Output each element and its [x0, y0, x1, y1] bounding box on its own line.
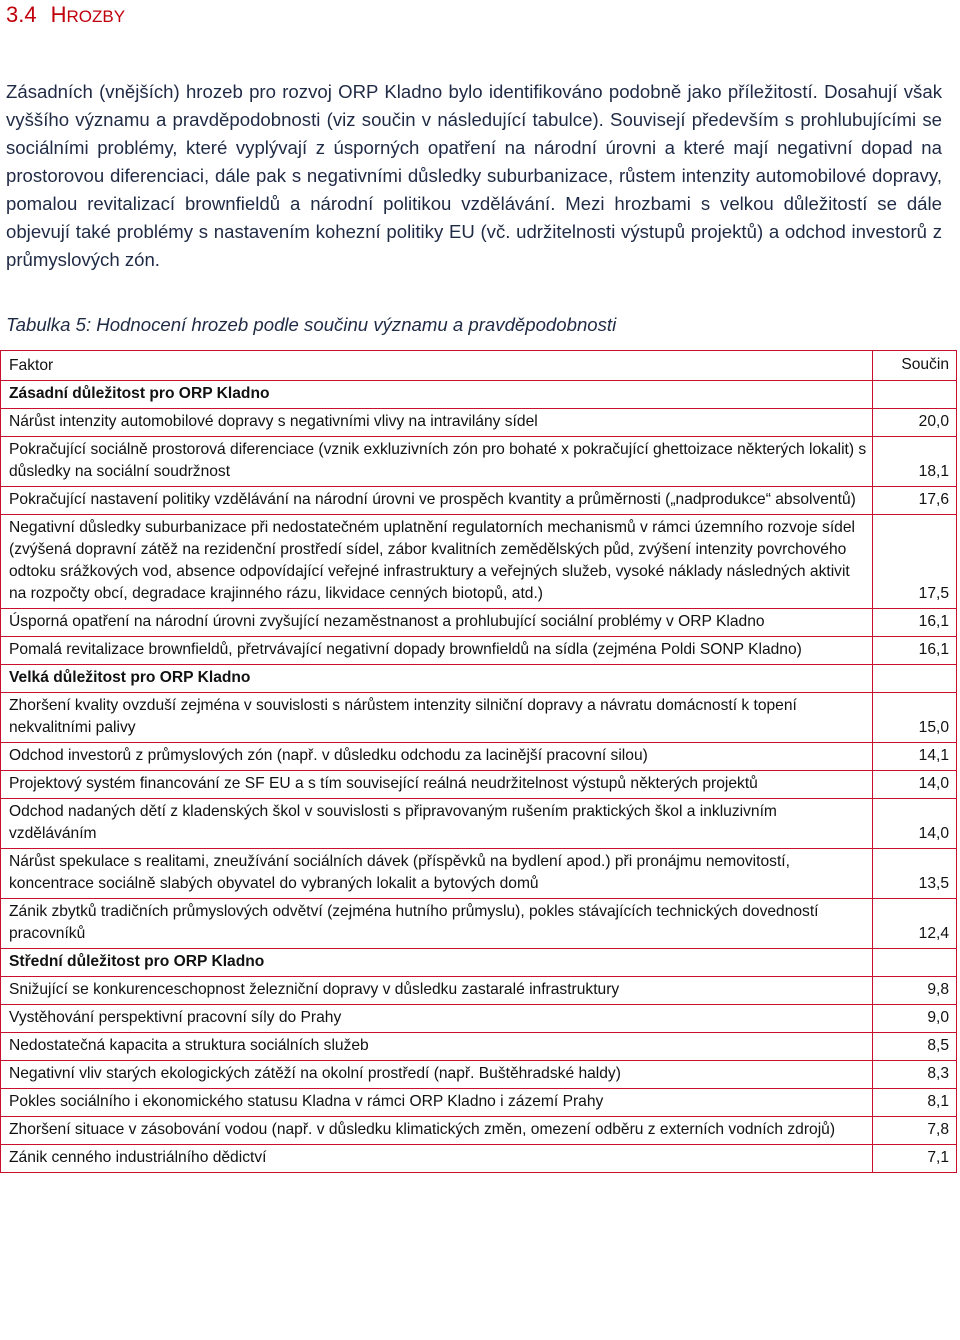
threat-product: 13,5: [873, 849, 957, 899]
section-value-empty: [873, 381, 957, 409]
threat-factor: Pokračující nastavení politiky vzdělávání na národní úrovni ve prospěch kvantity a průměrnosti („nadprodukce“ absolventů): [1, 487, 873, 515]
threat-factor: Pokles sociálního i ekonomického statusu Kladna v rámci ORP Kladno i zázemí Prahy: [1, 1089, 873, 1117]
section-row: [1, 665, 957, 693]
threat-product: 14,0: [873, 799, 957, 849]
table-row: [1, 609, 957, 637]
threat-product: 17,5: [873, 515, 957, 609]
header-product: Součin: [873, 351, 957, 381]
threat-factor: Nárůst spekulace s realitami, zneužívání sociálních dávek (příspěvků na bydlení apod.) při pronájmu nemovitostí, koncentrace sociálně slabých obyvatel do vybraných lokalit a bytových domů: [1, 849, 873, 899]
intro-paragraph: Zásadních (vnějších) hrozeb pro rozvoj ORP Kladno bylo identifikováno podobně jako příležitostí. Dosahují však vyššího významu a pravděpodobnosti (viz součin v následující tabulce). Souvisejí především s prohlubujícími se sociálními problémy, které vyplývají z úsporných opatření na národní úrovni a které mají negativní dopad na prostorovou diferenciaci, dále pak s negativními důsledky suburbanizace, růstem intenzity automobilové dopravy, pomalou revitalizací brownfieldů a národní politikou vzdělávání. Mezi hrozbami s velkou důležitostí se dále objevují také problémy s nastavením kohezní politiky EU (vč. udržitelnosti výstupů projektů) a odchod investorů z průmyslových zón.: [6, 81, 942, 270]
section-heading: [6, 0, 125, 32]
threat-factor: Zánik cenného industriálního dědictví: [1, 1145, 873, 1173]
section-number: 3.4: [6, 2, 37, 27]
section-value-empty: [873, 665, 957, 693]
section-row: [1, 949, 957, 977]
threat-product: 8,5: [873, 1033, 957, 1061]
table-row: [1, 1005, 957, 1033]
section-title: Střední důležitost pro ORP Kladno: [1, 949, 873, 977]
table-row: [1, 693, 957, 743]
threat-product: 14,1: [873, 743, 957, 771]
threat-factor: Zhoršení kvality ovzduší zejména v souvislosti s nárůstem intenzity silniční dopravy a návratu domácností k topení nekvalitními palivy: [1, 693, 873, 743]
threat-factor: Nedostatečná kapacita a struktura sociálních služeb: [1, 1033, 873, 1061]
threat-factor: Snižující se konkurenceschopnost železniční dopravy v důsledku zastaralé infrastruktury: [1, 977, 873, 1005]
table-row: [1, 637, 957, 665]
table-row: [1, 487, 957, 515]
table-row: [1, 899, 957, 949]
table-row: [1, 1117, 957, 1145]
header-factor: Faktor: [1, 351, 873, 381]
threat-product: 14,0: [873, 771, 957, 799]
threat-factor: Negativní důsledky suburbanizace při nedostatečném uplatnění regulatorních mechanismů v rámci územního rozvoje sídel (zvýšená dopravní zátěž na rezidenční prostředí sídel, zábor kvalitních zemědělských půd, zvýšení intenzity povrchového odtoku srážkových vod, absence odpovídající veřejné infrastruktury a veřejných služeb, vysoké náklady následných aktivit na rozpočty obcí, degradace krajinného rázu, likvidace cenných biotopů, atd.): [1, 515, 873, 609]
threat-product: 8,1: [873, 1089, 957, 1117]
threat-factor: Zánik zbytků tradičních průmyslových odvětví (zejména hutního průmyslu), pokles stávajících technických dovedností pracovníků: [1, 899, 873, 949]
table-row: [1, 1033, 957, 1061]
threat-product: 16,1: [873, 637, 957, 665]
section-row: [1, 381, 957, 409]
threat-product: 17,6: [873, 487, 957, 515]
table-caption: Tabulka 5: Hodnocení hrozeb podle součinu významu a pravděpodobnosti: [6, 314, 617, 335]
threat-product: 7,1: [873, 1145, 957, 1173]
threat-product: 16,1: [873, 609, 957, 637]
table-header-row: [1, 351, 957, 381]
table-row: [1, 515, 957, 609]
threat-factor: Úsporná opatření na národní úrovni zvyšující nezaměstnanost a prohlubující sociální problémy v ORP Kladno: [1, 609, 873, 637]
threat-factor: Odchod investorů z průmyslových zón (např. v důsledku odchodu za lacinější pracovní silou): [1, 743, 873, 771]
threat-product: 7,8: [873, 1117, 957, 1145]
threat-factor: Projektový systém financování ze SF EU a s tím související reálná neudržitelnost výstupů některých projektů: [1, 771, 873, 799]
threat-product: 15,0: [873, 693, 957, 743]
threats-table: [0, 350, 957, 1173]
table-row: [1, 849, 957, 899]
section-value-empty: [873, 949, 957, 977]
threat-factor: Pokračující sociálně prostorová diferenciace (vznik exkluzivních zón pro bohaté x pokračující ghettoizace některých lokalit) s důsledky na sociální soudržnost: [1, 437, 873, 487]
threat-factor: Zhoršení situace v zásobování vodou (např. v důsledku klimatických změn, omezení odběru z externích vodních zdrojů): [1, 1117, 873, 1145]
threat-product: 8,3: [873, 1061, 957, 1089]
section-title: Zásadní důležitost pro ORP Kladno: [1, 381, 873, 409]
threat-product: 9,8: [873, 977, 957, 1005]
table-row: [1, 977, 957, 1005]
threat-factor: Vystěhování perspektivní pracovní síly do Prahy: [1, 1005, 873, 1033]
table-row: [1, 1145, 957, 1173]
table-row: [1, 1061, 957, 1089]
threat-factor: Odchod nadaných dětí z kladenských škol v souvislosti s připravovaným rušením praktických škol a inkluzivním vzděláváním: [1, 799, 873, 849]
threat-product: 20,0: [873, 409, 957, 437]
table-row: [1, 1089, 957, 1117]
threat-factor: Nárůst intenzity automobilové dopravy s negativními vlivy na intravilány sídel: [1, 409, 873, 437]
table-row: [1, 771, 957, 799]
threat-factor: Negativní vliv starých ekologických zátěží na okolní prostředí (např. Buštěhradské haldy): [1, 1061, 873, 1089]
table-row: [1, 437, 957, 487]
threat-product: 9,0: [873, 1005, 957, 1033]
threat-product: 18,1: [873, 437, 957, 487]
threat-product: 12,4: [873, 899, 957, 949]
threat-factor: Pomalá revitalizace brownfieldů, přetrvávající negativní dopady brownfieldů na sídla (zejména Poldi SONP Kladno): [1, 637, 873, 665]
section-title: HROZBY: [50, 2, 126, 27]
section-title: Velká důležitost pro ORP Kladno: [1, 665, 873, 693]
table-row: [1, 799, 957, 849]
table-row: [1, 743, 957, 771]
table-row: [1, 409, 957, 437]
